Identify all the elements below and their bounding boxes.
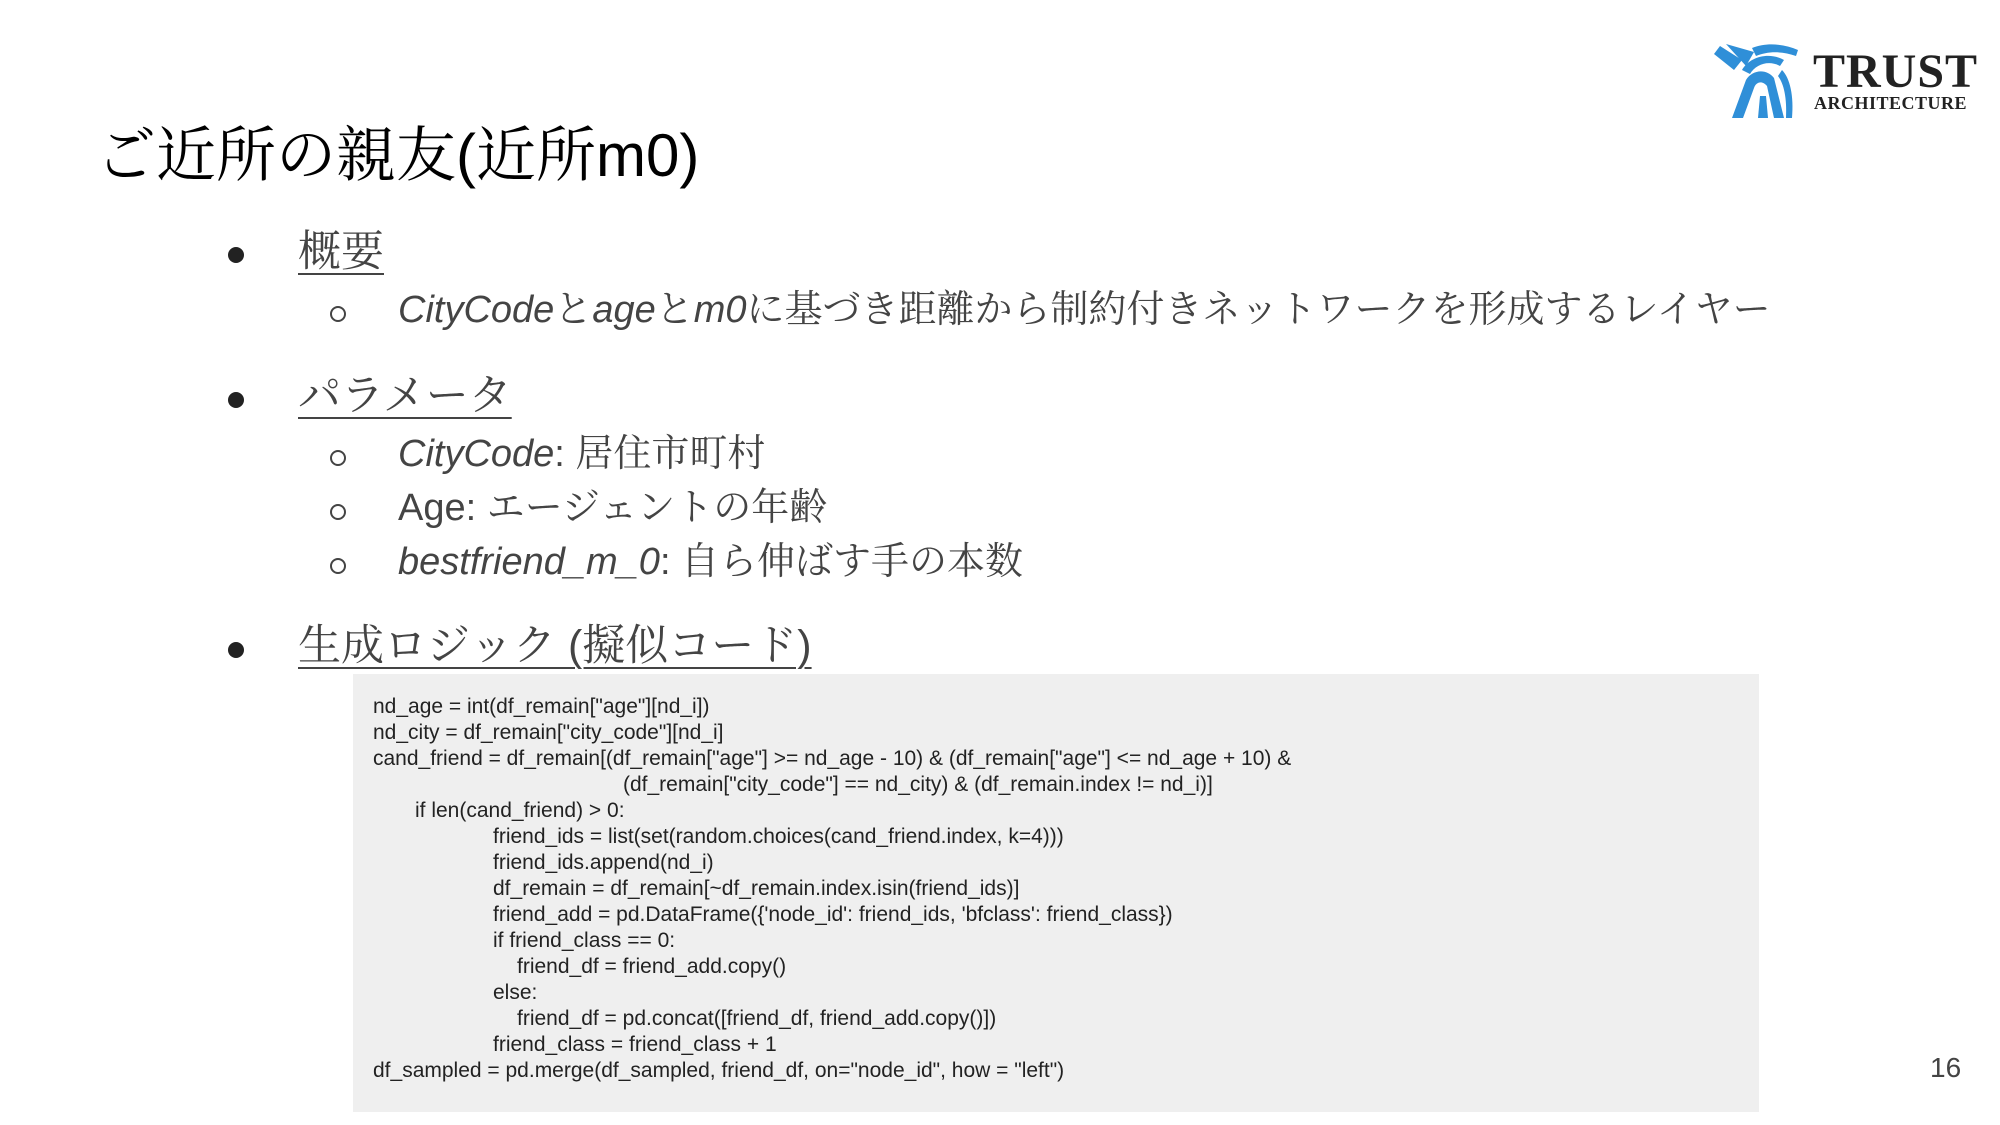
param-item-age xyxy=(398,482,827,534)
bullet-dot-icon xyxy=(228,392,244,408)
code-line: if friend_class == 0: xyxy=(493,929,676,952)
code-line: friend_class = friend_class + 1 xyxy=(493,1033,777,1056)
trust-architecture-logo xyxy=(1712,40,1979,124)
slide-title: ご近所の親友(近所m0) xyxy=(96,122,700,189)
code-line: friend_df = pd.concat([friend_df, friend_add.copy()]) xyxy=(517,1007,997,1030)
sub-bullet-icon xyxy=(330,558,346,574)
bullet-dot-icon xyxy=(228,247,244,263)
params-heading: パラメータ xyxy=(298,372,512,420)
param-name: bestfriend_m_0 xyxy=(398,541,660,583)
overview-description xyxy=(398,284,1771,336)
code-line: nd_age = int(df_remain["age"][nd_i]) xyxy=(373,695,710,718)
sub-bullet-icon xyxy=(330,450,346,466)
code-line: friend_add = pd.DataFrame({'node_id': friend_ids, 'bfclass': friend_class}) xyxy=(493,903,1173,926)
sub-bullet-icon xyxy=(330,504,346,520)
code-line: if len(cand_friend) > 0: xyxy=(415,799,625,822)
page-number: 16 xyxy=(1930,1052,1962,1083)
logo-subtitle: ARCHITECTURE xyxy=(1814,93,1968,113)
param-desc: : エージェントの年齢 xyxy=(465,487,828,529)
sub-bullet-icon xyxy=(330,306,346,322)
code-line: friend_df = friend_add.copy() xyxy=(517,955,787,978)
overview-term-age: age xyxy=(592,289,656,331)
code-line: cand_friend = df_remain[(df_remain["age"] >= nd_age - 10) & (df_remain["age"] <= nd_age + 10) & xyxy=(373,747,1292,770)
code-line: else: xyxy=(493,981,538,1004)
param-name: Age xyxy=(398,487,466,529)
logic-heading: 生成ロジック (擬似コード) xyxy=(298,622,812,670)
overview-heading: 概要 xyxy=(298,228,384,276)
code-line: df_remain = df_remain[~df_remain.index.isin(friend_ids)] xyxy=(493,877,1020,900)
code-line: friend_ids.append(nd_i) xyxy=(493,851,714,874)
pseudo-code-block xyxy=(353,674,1759,1112)
overview-term-m0: m0 xyxy=(693,289,747,331)
overview-term-citycode: CityCode xyxy=(398,289,555,331)
code-line: (df_remain["city_code"] == nd_city) & (df_remain.index != nd_i)] xyxy=(623,773,1213,796)
param-item-citycode xyxy=(398,428,765,480)
code-line: nd_city = df_remain["city_code"][nd_i] xyxy=(373,721,724,744)
code-line: friend_ids = list(set(random.choices(cand_friend.index, k=4))) xyxy=(493,825,1064,848)
bullet-dot-icon xyxy=(228,642,244,658)
trust-architecture-logo-icon xyxy=(1712,40,1802,120)
overview-text-to-2: と xyxy=(655,289,694,331)
overview-text-rest: に基づき距離から制約付きネットワークを形成するレイヤー xyxy=(746,289,1771,331)
param-desc: : 居住市町村 xyxy=(554,433,766,475)
param-item-bestfriend xyxy=(398,536,1023,588)
overview-text-to-1: と xyxy=(554,289,593,331)
param-desc: : 自ら伸ばす手の本数 xyxy=(659,541,1024,583)
code-line: df_sampled = pd.merge(df_sampled, friend_df, on="node_id", how = "left") xyxy=(373,1059,1065,1082)
param-name: CityCode xyxy=(398,433,555,475)
logo-wordmark: TRUST xyxy=(1813,45,1979,98)
